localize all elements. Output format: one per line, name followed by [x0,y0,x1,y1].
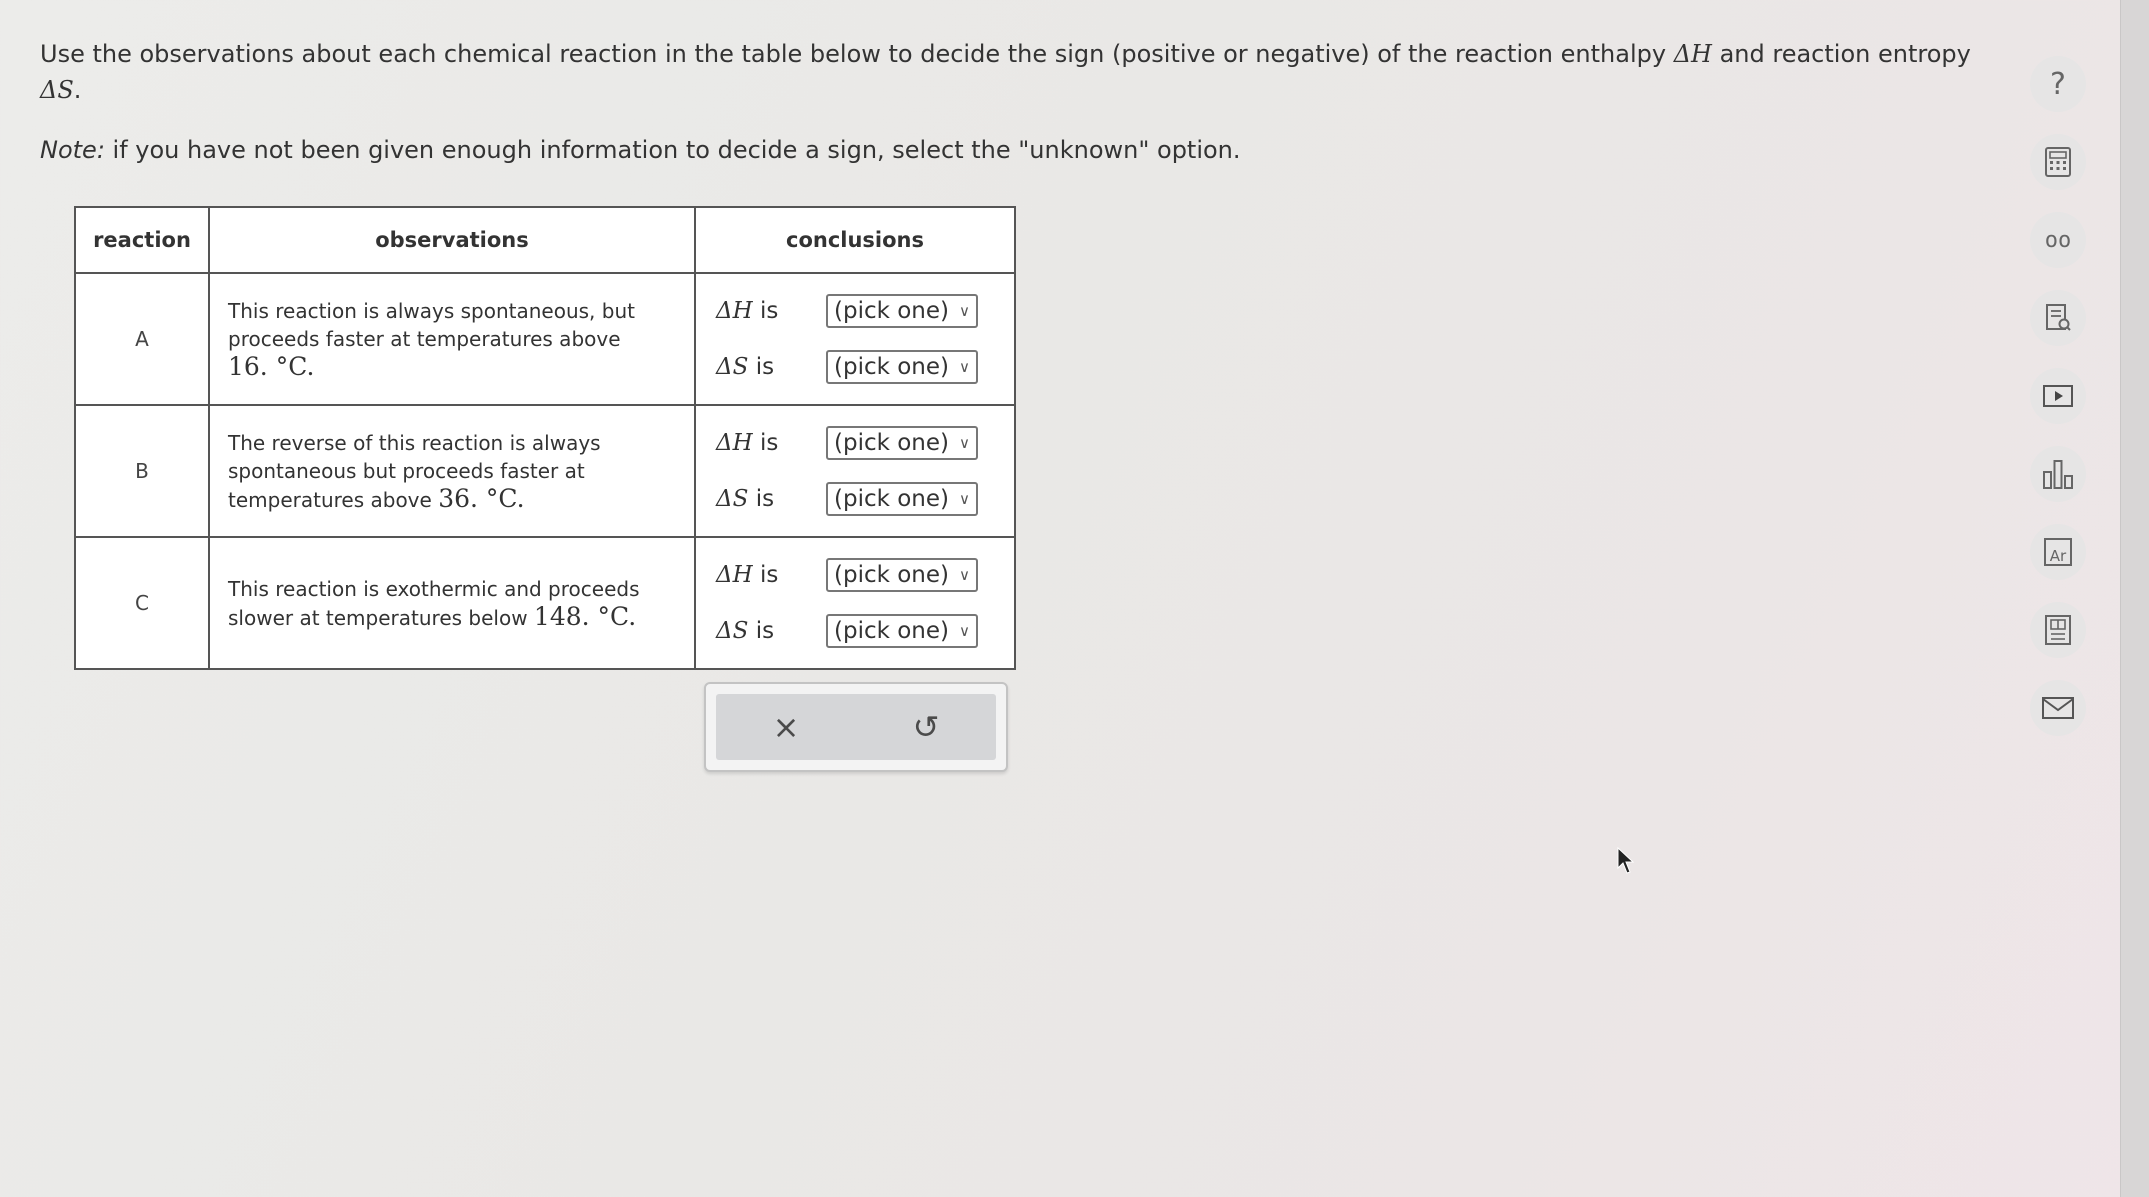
delta-h-select[interactable] [826,426,978,460]
table-icon [2043,613,2073,647]
reference-button[interactable] [2030,602,2086,658]
periodic-element-icon [2042,536,2074,568]
chevron-down-icon: ∨ [959,490,970,508]
delta-h-symbol: ΔH [1673,40,1712,68]
observation-temperature: 148. °C. [533,601,637,631]
instructions [40,36,1980,108]
help-button[interactable] [2030,56,2086,112]
note-label: Note: [40,136,105,164]
delta-h-line [696,415,1014,471]
delta-s-label: ΔS is [716,618,775,644]
note-text: if you have not been given enough information to decide a sign, select the "unknown" option. [104,136,1241,164]
header-reaction: reaction [75,207,209,273]
video-button[interactable] [2030,368,2086,424]
note [40,136,1241,164]
mouse-cursor-icon [1616,846,1638,876]
delta-s-line [696,603,1014,659]
delta-s-symbol: ΔS [40,76,74,104]
instructions-period: . [73,76,82,104]
delta-s-select[interactable] [826,614,978,648]
select-value: (pick one) [834,562,950,588]
tool-sidebar [2030,56,2094,758]
delta-s-label: ΔS is [716,486,775,512]
delta-s-select[interactable] [826,350,978,384]
glasses-icon: oo [2044,227,2072,253]
table-row [75,273,1015,405]
delta-h-line [696,283,1014,339]
observation-cell [209,537,695,669]
play-icon [2042,383,2074,409]
undo-icon: ↺ [912,708,940,746]
chevron-down-icon: ∨ [959,302,970,320]
instructions-text-1: Use the observations about each chemical reaction in the table below to decide the sign (positive or negative) of the reaction enthalpy [40,40,1674,68]
reaction-table [74,206,1016,670]
reaction-label: C [75,537,209,669]
observation-text: The reverse of this reaction is always spontaneous but proceeds faster at temperatures above [228,430,601,512]
reaction-label: B [75,405,209,537]
instructions-text-2: and reaction entropy [1711,40,1971,68]
chevron-down-icon: ∨ [959,622,970,640]
select-value: (pick one) [834,430,950,456]
select-value: (pick one) [834,298,950,324]
select-value: (pick one) [834,618,950,644]
textbook-button[interactable] [2030,290,2086,346]
select-value: (pick one) [834,486,950,512]
calculator-icon [2043,146,2073,178]
chevron-down-icon: ∨ [959,358,970,376]
document-search-icon [2043,302,2073,334]
window-edge [2120,0,2149,1197]
delta-s-line [696,471,1014,527]
delta-h-line [696,547,1014,603]
chevron-down-icon: ∨ [959,566,970,584]
chevron-down-icon: ∨ [959,434,970,452]
periodic-table-button[interactable] [2030,524,2086,580]
message-button[interactable] [2030,680,2086,736]
observation-cell [209,273,695,405]
conclusion-cell [695,273,1015,405]
table-row [75,537,1015,669]
select-value: (pick one) [834,354,950,380]
header-conclusions: conclusions [695,207,1015,273]
delta-h-select[interactable] [826,294,978,328]
undo-button[interactable] [856,694,996,760]
delta-h-label: ΔH is [716,562,779,588]
close-icon: × [772,708,800,746]
table-row [75,405,1015,537]
answer-action-panel [704,682,1008,772]
conclusion-cell [695,537,1015,669]
header-observations: observations [209,207,695,273]
data-button[interactable] [2030,446,2086,502]
delta-s-line [696,339,1014,395]
question-mark-icon: ? [2050,66,2066,102]
observation-text: This reaction is always spontaneous, but proceeds faster at temperatures above [228,298,635,351]
delta-h-select[interactable] [826,558,978,592]
observation-text: This reaction is exothermic and proceeds slower at temperatures below [228,576,640,630]
table-header-row [75,207,1015,273]
svg-text:Ar: Ar [2049,547,2067,565]
observation-temperature: 16. °C. [228,351,315,381]
delta-h-label: ΔH is [716,430,779,456]
observation-temperature: 36. °C. [438,483,525,513]
delta-h-label: ΔH is [716,298,779,324]
reading-button[interactable] [2030,212,2086,268]
clear-button[interactable] [716,694,856,760]
answer-action-bar [716,694,996,760]
envelope-icon [2041,695,2075,721]
delta-s-select[interactable] [826,482,978,516]
calculator-button[interactable] [2030,134,2086,190]
conclusion-cell [695,405,1015,537]
bar-chart-icon [2041,458,2075,490]
observation-cell [209,405,695,537]
delta-s-label: ΔS is [716,354,775,380]
reaction-label: A [75,273,209,405]
